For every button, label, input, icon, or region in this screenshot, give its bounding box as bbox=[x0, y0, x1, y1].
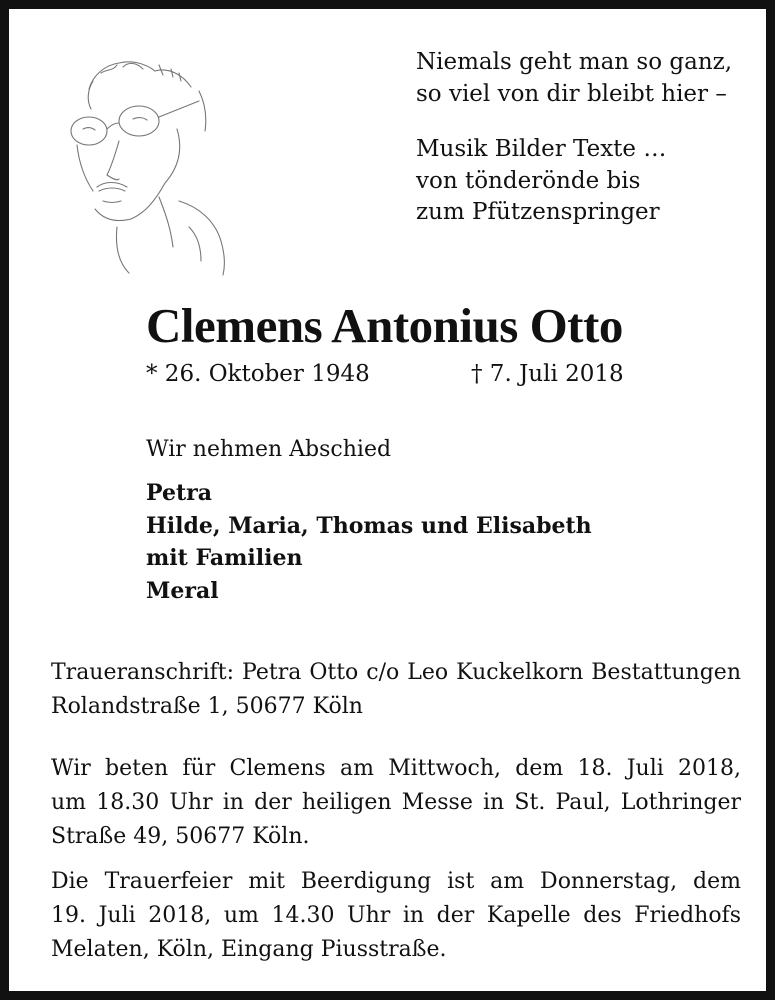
birth-date: * 26. Oktober 1948 bbox=[146, 361, 370, 387]
poem bbox=[416, 47, 732, 229]
death-date: † 7. Juli 2018 bbox=[471, 361, 624, 387]
mourner-name: Hilde, Maria, Thomas und Elisabeth bbox=[146, 512, 592, 539]
address-line: Traueranschrift: Petra Otto c/o Leo Kuckelkorn Bestattungen bbox=[51, 660, 741, 685]
deceased-name: Clemens Antonius Otto bbox=[146, 298, 623, 353]
poem-line: so viel von dir bleibt hier – bbox=[416, 80, 727, 107]
prayer-line: um 18.30 Uhr in der heiligen Messe in St. Paul, Lothringer bbox=[51, 790, 741, 815]
mourning-address bbox=[51, 656, 741, 724]
poem-line: Musik Bilder Texte … bbox=[416, 136, 667, 162]
mourner-name: Petra bbox=[146, 480, 212, 506]
funeral-line: Melaten, Köln, Eingang Piusstraße. bbox=[51, 937, 447, 962]
farewell-intro: Wir nehmen Abschied bbox=[146, 437, 392, 462]
prayer-notice bbox=[51, 752, 741, 854]
address-line: Rolandstraße 1, 50677 Köln bbox=[51, 694, 363, 719]
funeral-line: Die Trauerfeier mit Beerdigung ist am Donnerstag, dem bbox=[51, 869, 741, 894]
portrait-sketch bbox=[59, 51, 234, 276]
poem-line: zum Pfützenspringer bbox=[416, 199, 660, 225]
prayer-line: Straße 49, 50677 Köln. bbox=[51, 824, 310, 849]
funeral-notice bbox=[51, 865, 741, 967]
funeral-line: 19. Juli 2018, um 14.30 Uhr in der Kapelle des Friedhofs bbox=[51, 903, 741, 928]
poem-line: Niemals geht man so ganz, bbox=[416, 49, 733, 75]
prayer-line: Wir beten für Clemens am Mittwoch, dem 18. Juli 2018, bbox=[51, 756, 741, 781]
mourner-name: mit Familien bbox=[146, 545, 303, 571]
poem-line: von tönderönde bis bbox=[416, 167, 641, 194]
mourners-list bbox=[146, 477, 592, 607]
mourner-name: Meral bbox=[146, 577, 219, 604]
